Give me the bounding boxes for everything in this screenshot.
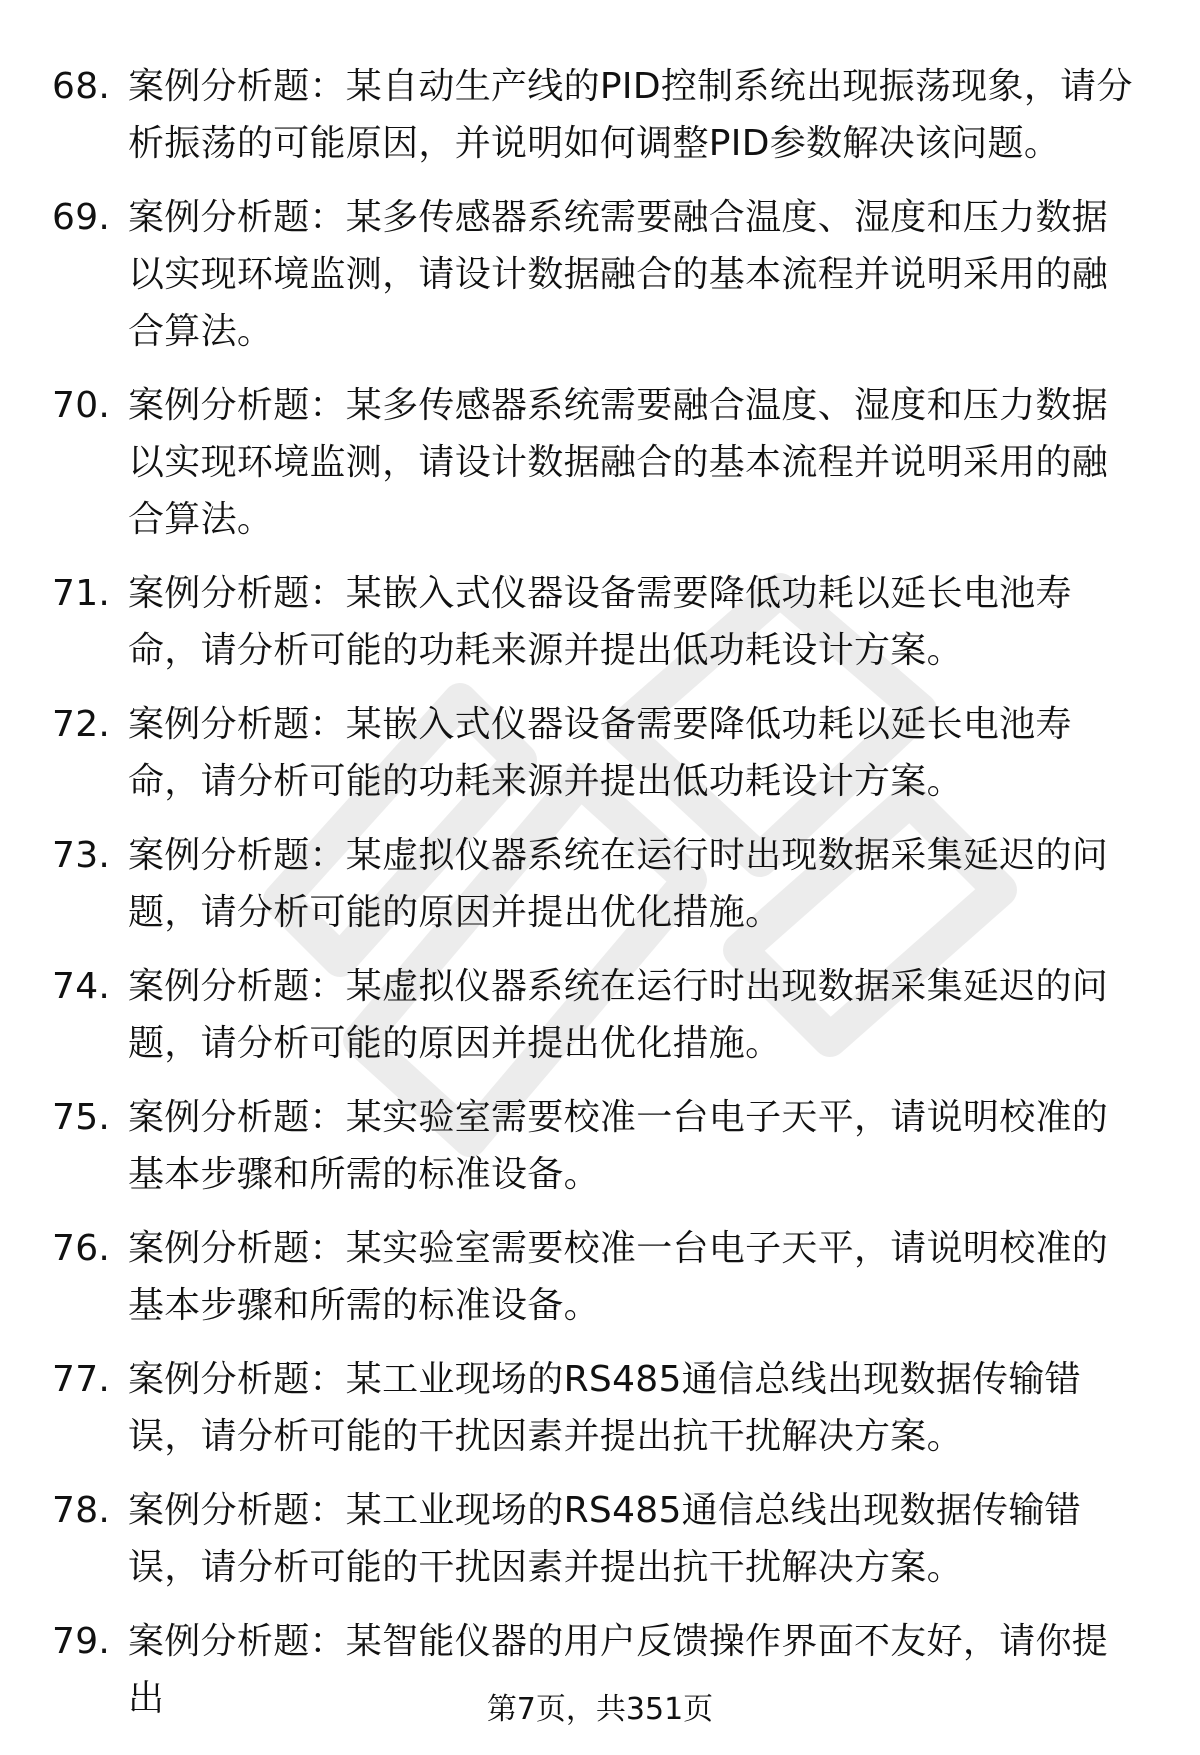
question-text: 案例分析题：某智能仪器的用户反馈操作界面不友好，请你提出 bbox=[128, 1621, 1109, 1719]
question-item bbox=[52, 1351, 1142, 1465]
question-text: 案例分析题：某嵌入式仪器设备需要降低功耗以延长电池寿命，请分析可能的功耗来源并提出低功耗设计方案。 bbox=[128, 573, 1072, 671]
question-number: 72. bbox=[52, 704, 111, 745]
question-text: 案例分析题：某工业现场的RS485通信总线出现数据传输错误，请分析可能的干扰因素并提出抗干扰解决方案。 bbox=[128, 1359, 1081, 1457]
question-number: 70. bbox=[52, 385, 111, 426]
question-text: 案例分析题：某实验室需要校准一台电子天平，请说明校准的基本步骤和所需的标准设备。 bbox=[128, 1097, 1109, 1195]
question-number: 73. bbox=[52, 835, 111, 876]
question-item bbox=[52, 189, 1142, 360]
question-text: 案例分析题：某自动生产线的PID控制系统出现振荡现象，请分析振荡的可能原因，并说明如何调整PID参数解决该问题。 bbox=[128, 66, 1133, 164]
question-item bbox=[52, 565, 1142, 679]
question-text: 案例分析题：某多传感器系统需要融合温度、湿度和压力数据以实现环境监测，请设计数据融合的基本流程并说明采用的融合算法。 bbox=[128, 197, 1109, 352]
question-number: 75. bbox=[52, 1097, 111, 1138]
question-number: 69. bbox=[52, 197, 111, 238]
question-item bbox=[52, 696, 1142, 810]
question-item bbox=[52, 377, 1142, 548]
question-number: 74. bbox=[52, 966, 111, 1007]
question-item bbox=[52, 58, 1142, 172]
page-number-footer: 第7页，共351页 bbox=[486, 1692, 714, 1727]
question-number: 79. bbox=[52, 1621, 111, 1662]
question-item bbox=[52, 1482, 1142, 1596]
question-item bbox=[52, 1089, 1142, 1203]
question-text: 案例分析题：某工业现场的RS485通信总线出现数据传输错误，请分析可能的干扰因素并提出抗干扰解决方案。 bbox=[128, 1490, 1081, 1588]
question-item bbox=[52, 1220, 1142, 1334]
question-number: 71. bbox=[52, 573, 111, 614]
question-item bbox=[52, 827, 1142, 941]
question-number: 76. bbox=[52, 1228, 111, 1269]
question-text: 案例分析题：某多传感器系统需要融合温度、湿度和压力数据以实现环境监测，请设计数据融合的基本流程并说明采用的融合算法。 bbox=[128, 385, 1109, 540]
question-number: 77. bbox=[52, 1359, 111, 1400]
question-number: 68. bbox=[52, 66, 111, 107]
question-number: 78. bbox=[52, 1490, 111, 1531]
question-list bbox=[52, 58, 1142, 1744]
question-text: 案例分析题：某虚拟仪器系统在运行时出现数据采集延迟的问题，请分析可能的原因并提出优化措施。 bbox=[128, 966, 1109, 1064]
question-text: 案例分析题：某嵌入式仪器设备需要降低功耗以延长电池寿命，请分析可能的功耗来源并提出低功耗设计方案。 bbox=[128, 704, 1072, 802]
question-text: 案例分析题：某虚拟仪器系统在运行时出现数据采集延迟的问题，请分析可能的原因并提出优化措施。 bbox=[128, 835, 1109, 933]
question-text: 案例分析题：某实验室需要校准一台电子天平，请说明校准的基本步骤和所需的标准设备。 bbox=[128, 1228, 1109, 1326]
question-item bbox=[52, 958, 1142, 1072]
